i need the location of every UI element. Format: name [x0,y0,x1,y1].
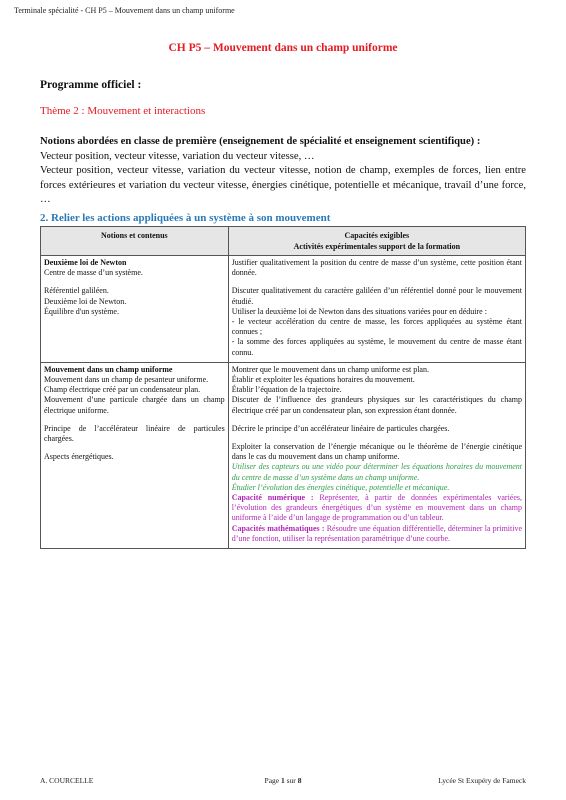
row2-capacite: Établir et exploiter les équations horaires du mouvement. [231,375,415,385]
programme-table [40,226,526,549]
row2-capacite: Discuter de l’influence des grandeurs physiques sur les caractéristiques du champ électrique créé par un condensateur plan, son expression étant donnée. [231,395,522,415]
row1-notion: Équilibre d'un système. [44,306,119,316]
row2-capacites [228,362,525,548]
col-header-notions: Notions et contenus [41,227,229,256]
footer-page-prefix: Page [264,776,282,785]
row2-capacite: Exploiter la conservation de l’énergie mécanique ou le théorème de l’énergie cinétique dans le cas du mouvement dans un champ uniforme. [231,442,522,462]
row2-title: Mouvement dans un champ uniforme [44,364,173,374]
row2-capacite: Établir l’équation de la trajectoire. [231,385,342,395]
col-header-capacites [228,227,525,256]
row1-notion: Centre de masse d’un système. [44,268,143,278]
row1-capacite: Justifier qualitativement la position du centre de masse d’un système, cette position étant donnée. [231,258,522,278]
footer-school: Lycée St Exupéry de Fameck [438,776,526,785]
notions-line-1: Vecteur position, vecteur vitesse, variation du vecteur vitesse, … [40,150,315,162]
table-row [41,256,526,363]
programme-heading: Programme officiel : [40,79,142,91]
row2-activite-experimentale: Utiliser des capteurs ou une vidéo pour déterminer les équations horaires du mouvement du centre de masse d’un système dans un champ uniforme. [231,462,522,482]
capacite-numerique-text: Représenter, à partir de données expérimentales variées, l’évolution des grandeurs énergétiques d’un système en mouvement dans un champ uniforme à l’aide d’un langage de programmation ou d’un tableur. [231,493,523,523]
row2-notion: Principe de l’accélérateur linéaire de particules chargées. [44,423,225,444]
footer-page-current: 1 [281,776,285,785]
page-title: CH P5 – Mouvement dans un champ uniforme [168,42,398,54]
row1-capacite: Discuter qualitativement du caractère galiléen d’un référentiel donné pour le mouvement étudié. [231,286,522,306]
row2-notion: Mouvement dans un champ de pesanteur uniforme. [44,375,209,385]
capacites-mathematiques-label: Capacités mathématiques : [231,523,325,533]
capacites-mathematiques-text: Résoudre une équation différentielle, déterminer la primitive d’une fonction, utiliser la représentation paramétrique d’une courbe. [231,523,523,543]
row1-notions [41,256,229,363]
footer-page-total: 8 [297,776,302,785]
table-row [41,362,526,548]
row1-capacite: - la somme des forces appliquées au système, le mouvement du centre de masse étant connu. [231,337,522,357]
col-header-line-1: Capacités exigibles [344,231,410,240]
capacite-numerique-label: Capacité numérique : [231,493,314,503]
row1-title: Deuxième loi de Newton [44,258,127,267]
row1-capacites [228,256,525,363]
row2-notions [41,362,229,548]
col-header-line-2: Activités expérimentales support de la formation [293,242,461,251]
footer-page-mid: sur [284,776,298,785]
row2-capacites-mathematiques [232,524,522,544]
row1-capacite: Utiliser la deuxième loi de Newton dans des situations variées pour en déduire : [231,306,487,316]
notions-heading: Notions abordées en classe de première (enseignement de spécialité et enseignement scientifique) : [40,136,481,147]
row1-notion: Référentiel galiléen. [44,286,109,296]
row2-notion: Aspects énergétiques. [44,452,114,462]
theme-heading: Thème 2 : Mouvement et interactions [40,105,206,117]
row2-notion: Champ électrique créé par un condensateur plan. [44,385,201,395]
row1-notion: Deuxième loi de Newton. [44,296,127,306]
row2-capacite: Montrer que le mouvement dans un champ uniforme est plan. [231,364,429,374]
row2-notion: Mouvement d’une particule chargée dans un champ électrique uniforme. [44,395,225,415]
row2-capacite-numerique [232,493,522,524]
row1-capacite: - le vecteur accélération du centre de masse, les forces appliquées au système étant connues ; [231,317,522,337]
notions-line-2: Vecteur position, vecteur vitesse, variation du vecteur vitesse, notion de champ, exemples de forces, lien entre forces extérieures et variation du vecteur vitesse, énergies cinétique, potentielle et mécanique, travail d’une force, … [40,165,526,205]
page-header: Terminale spécialité - CH P5 – Mouvement dans un champ uniforme [14,6,235,15]
notions-block [40,135,526,208]
row2-capacite: Décrire le principe d’un accélérateur linéaire de particules chargées. [231,423,450,433]
footer-author: A. COURCELLE [40,776,94,785]
section-title: 2. Relier les actions appliquées à un système à son mouvement [40,212,331,224]
row2-activite-experimentale: Étudier l’évolution des énergies cinétique, potentielle et mécanique. [231,482,450,492]
table-header-row [41,227,526,256]
